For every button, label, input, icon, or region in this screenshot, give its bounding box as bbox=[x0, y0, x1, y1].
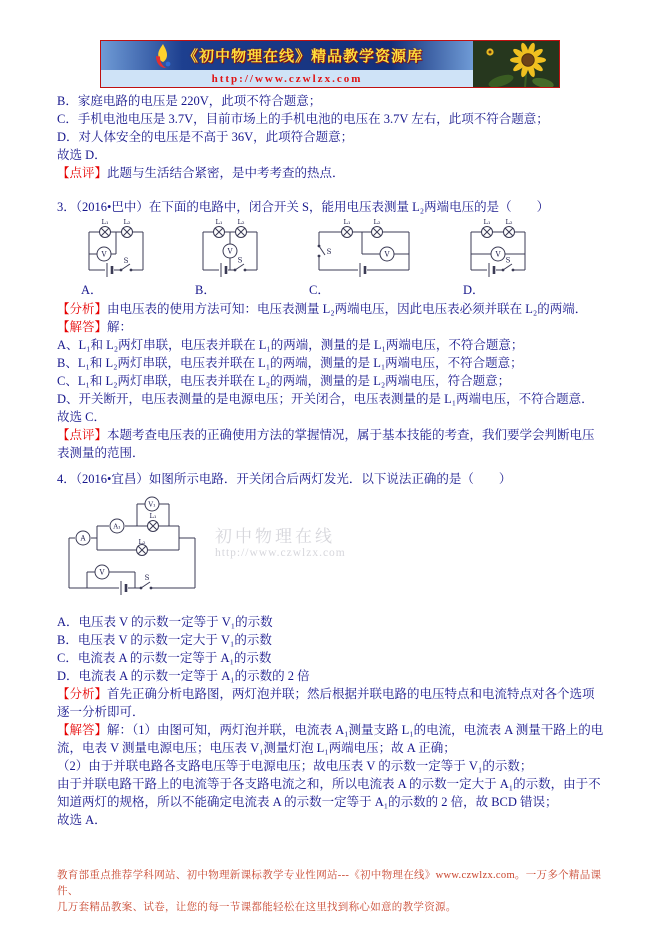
lamp1-icon bbox=[100, 227, 111, 238]
page-footer bbox=[57, 868, 617, 916]
lamp1-label: L₁ bbox=[215, 218, 223, 226]
q3-answer-b: B、L₁和 L₂两灯串联，电压表并联在 L₁的两端，测量的是 L₁两端电压，不符合题意； bbox=[57, 356, 523, 370]
q4-circuit-figure bbox=[57, 492, 606, 609]
circuit-option-a bbox=[81, 218, 151, 298]
site-banner bbox=[100, 40, 560, 88]
battery-icon bbox=[360, 263, 365, 277]
q4-answer-p2: （2）由于并联电路各支路电压等于电源电压；故电压表 V 的示数一定等于 V₁的示数； bbox=[57, 759, 533, 773]
voltmeter-label: V bbox=[99, 568, 105, 577]
answer-label: 【解答】 bbox=[57, 320, 108, 334]
voltmeter-label: V bbox=[495, 250, 501, 259]
ammeter1-label: A₁ bbox=[113, 522, 121, 531]
switch-icon bbox=[318, 245, 325, 258]
circuit-wires bbox=[69, 504, 195, 588]
q2-option-c: C．手机电池电压是 3.7V，目前市场上的手机电池的电压在 3.7V 左右，此项不符合题意； bbox=[57, 112, 549, 126]
q4-option-b: B．电压表 V 的示数一定大于 V₁的示数 bbox=[57, 633, 272, 647]
voltmeter-label: V bbox=[227, 247, 233, 256]
lamp1-label: L₁ bbox=[149, 512, 157, 520]
lamp2-label: L₂ bbox=[237, 218, 245, 226]
banner-url-row bbox=[101, 70, 473, 87]
circuit-option-b bbox=[195, 218, 265, 298]
q2-option-b: B．家庭电路的电压是 220V，此项不符合题意； bbox=[57, 94, 322, 108]
q3-analysis bbox=[57, 300, 606, 318]
circuit-option-d bbox=[463, 218, 533, 298]
q2-comment-text: 此题与生活结合紧密，是中考考查的热点． bbox=[107, 166, 345, 180]
footer-line-1: 教育部重点推荐学科网站、初中物理新课标教学专业性网站---《初中物理在线》www.czwlzx.com。一万多个精品课件、 bbox=[57, 870, 602, 897]
lamp2-icon bbox=[236, 227, 247, 238]
document-body bbox=[57, 92, 606, 829]
lamp2-label: L₂ bbox=[505, 218, 513, 226]
analysis-label: 【分析】 bbox=[57, 687, 108, 701]
q2-conclusion: 故选 D． bbox=[57, 148, 107, 162]
switch-label: S bbox=[144, 574, 150, 582]
q2-option-d: D．对人体安全的电压是不高于 36V，此项符合题意； bbox=[57, 130, 354, 144]
sunflower-image bbox=[473, 41, 559, 87]
switch-icon bbox=[120, 264, 133, 271]
lamp2-label: L₂ bbox=[123, 218, 131, 226]
q3-comment bbox=[57, 426, 606, 462]
option-label-c: C． bbox=[309, 283, 330, 297]
circuit-diagram-d bbox=[463, 218, 533, 282]
lamp2-label: L₂ bbox=[373, 218, 381, 226]
q3-answer-d: D、开关断开，电压表测量的是电源电压；开关闭合，电压表测量的是 L₁两端电压，不符合题意． bbox=[57, 392, 594, 406]
switch-label: S bbox=[505, 256, 511, 265]
battery-icon bbox=[107, 263, 112, 277]
lamp1-icon bbox=[342, 227, 353, 238]
voltmeter-label: V bbox=[384, 250, 390, 259]
circuit-option-c bbox=[309, 218, 419, 298]
option-label-a: A． bbox=[81, 283, 103, 297]
lamp2-label: L₂ bbox=[138, 538, 146, 546]
q4-analysis-text: 首先正确分析电路图，两灯泡并联；然后根据并联电路的电压特点和电流特点对各个选项逐一分析即可． bbox=[57, 687, 595, 719]
torch-logo-icon bbox=[151, 43, 175, 69]
lamp1-label: L₁ bbox=[343, 218, 351, 226]
lamp2-icon bbox=[137, 545, 148, 556]
voltmeter1-label: V₁ bbox=[148, 500, 156, 509]
option-label-d: D． bbox=[463, 283, 485, 297]
q4-option-c: C．电流表 A 的示数一定等于 A₁的示数 bbox=[57, 651, 272, 665]
q4-analysis bbox=[57, 685, 606, 721]
lamp1-icon bbox=[482, 227, 493, 238]
q3-answer-intro bbox=[57, 318, 606, 336]
switch-icon bbox=[140, 582, 153, 589]
voltmeter-label: V bbox=[101, 250, 107, 259]
watermark-url: http://www.czwlzx.com bbox=[215, 547, 346, 559]
ammeter-label: A bbox=[80, 534, 86, 543]
switch-label: S bbox=[326, 248, 332, 256]
q4-answer-p3: 由于并联电路干路上的电流等于各支路电流之和，所以电流表 A 的示数一定大于 A₁的示数，由于不知道两灯的规格，所以不能确定电流表 A 的示数一定等于 A₁的示数的 2 倍，故 BCD 错误； bbox=[57, 777, 601, 809]
q4-answer-p1-text: 解：（1）由图可知，两灯泡并联，电流表 A₁测量支路 L₁的电流，电流表 A 测量干路上的电流，电表 V 测量电源电压；电压表 V₁测量灯泡 L₁两端电压；故 A 正确； bbox=[57, 723, 604, 755]
watermark-title: 初中物理在线 bbox=[215, 527, 335, 546]
banner-url: http://www.czwlzx.com bbox=[211, 72, 363, 85]
lamp2-icon bbox=[504, 227, 515, 238]
switch-label: S bbox=[123, 257, 129, 265]
lamp2-icon bbox=[122, 227, 133, 238]
lamp1-label: L₁ bbox=[101, 218, 109, 226]
footer-line-2: 几万套精品教案、试卷，让您的每一节课都能轻松在这里找到称心如意的教学资源。 bbox=[57, 902, 457, 913]
banner-title: 《初中物理在线》精品教学资源库 bbox=[182, 49, 423, 65]
circuit-diagram-b bbox=[195, 218, 265, 282]
q4-option-a: A．电压表 V 的示数一定等于 V₁的示数 bbox=[57, 615, 273, 629]
banner-main bbox=[101, 41, 473, 87]
lamp2-icon bbox=[372, 227, 383, 238]
switch-label: S bbox=[237, 256, 243, 265]
circuit-diagram-a bbox=[81, 218, 151, 282]
spacer bbox=[57, 462, 606, 470]
switch-icon bbox=[502, 264, 515, 271]
q3-stem: 3．（2016•巴中）在下面的电路中，闭合开关 S，能用电压表测量 L₂两端电压的是（ ） bbox=[57, 200, 550, 214]
q3-comment-text: 本题考查电压表的正确使用方法的掌握情况，属于基本技能的考查，我们要学会判断电压表测量的范围． bbox=[57, 428, 595, 460]
comment-label: 【点评】 bbox=[57, 428, 108, 442]
circuit-wires bbox=[319, 232, 409, 270]
switch-icon bbox=[234, 264, 247, 271]
answer-label: 【解答】 bbox=[57, 723, 108, 737]
comment-label: 【点评】 bbox=[57, 166, 108, 180]
q3-answer-c: C、L₁和 L₂两灯串联，电压表并联在 L₂的两端，测量的是 L₂两端电压，符合题意； bbox=[57, 374, 511, 388]
q3-answer-a: A、L₁和 L₂两灯串联，电压表并联在 L₁的两端，测量的是 L₁两端电压，不符合题意； bbox=[57, 338, 524, 352]
q4-option-d: D．电流表 A 的示数一定等于 A₁的示数的 2 倍 bbox=[57, 669, 310, 683]
battery-icon bbox=[489, 263, 494, 277]
spacer bbox=[57, 182, 606, 198]
q4-answer-p1 bbox=[57, 721, 606, 757]
lamp1-label: L₁ bbox=[483, 218, 491, 226]
q2-comment bbox=[57, 164, 606, 182]
q4-conclusion: 故选 A． bbox=[57, 813, 107, 827]
circuit-diagram-q4 bbox=[57, 492, 209, 604]
circuit-diagram-c bbox=[309, 218, 419, 282]
circuit-wires bbox=[89, 232, 143, 270]
q3-circuit-options bbox=[57, 218, 606, 298]
q3-answer-intro-text: 解： bbox=[107, 320, 133, 334]
q4-stem: 4．（2016•宜昌）如图所示电路．开关闭合后两灯发光．以下说法正确的是（ ） bbox=[57, 472, 512, 486]
q3-analysis-text: 由电压表的使用方法可知：电压表测量 L₂两端电压，因此电压表必须并联在 L₂的两端． bbox=[107, 302, 588, 316]
battery-icon bbox=[221, 263, 226, 277]
analysis-label: 【分析】 bbox=[57, 302, 108, 316]
q3-conclusion: 故选 C． bbox=[57, 410, 106, 424]
option-label-b: B． bbox=[195, 283, 216, 297]
lamp1-icon bbox=[148, 521, 159, 532]
battery-icon bbox=[121, 581, 126, 595]
lamp1-icon bbox=[214, 227, 225, 238]
banner-title-row bbox=[101, 41, 473, 70]
